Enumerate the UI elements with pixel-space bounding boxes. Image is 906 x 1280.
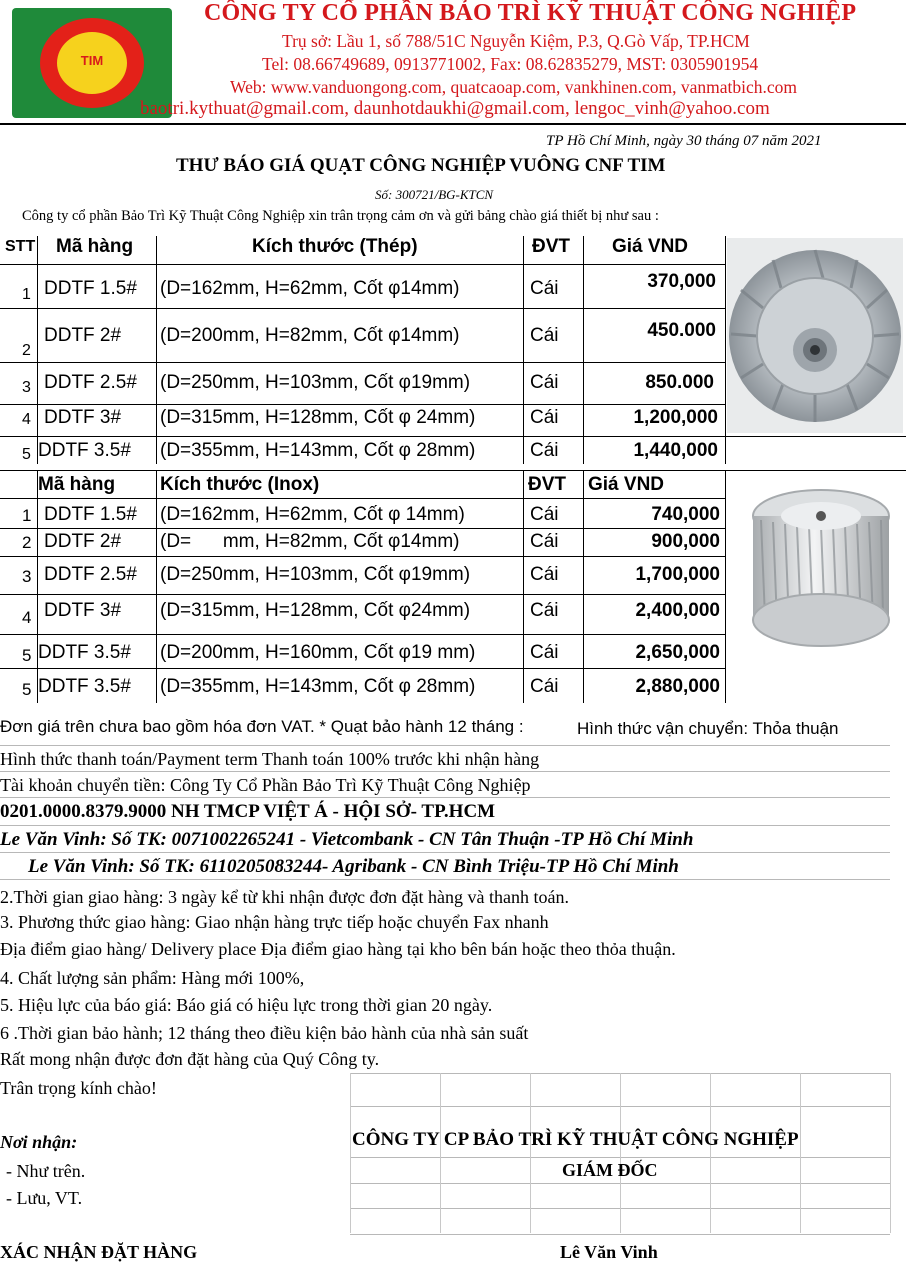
- steel-row-code: DDTF 3#: [44, 407, 122, 428]
- recipient-2: - Lưu, VT.: [6, 1188, 83, 1208]
- steel-row-size: (D=315mm, H=128mm, Cốt φ 24mm): [160, 407, 476, 428]
- inox-row-code: DDTF 3.5#: [38, 642, 131, 663]
- steel-row-size: (D=250mm, H=103mm, Cốt φ19mm): [160, 372, 471, 393]
- steel-header-unit: ĐVT: [532, 236, 570, 257]
- note-closing-1: Rất mong nhận được đơn đặt hàng của Quý Công ty.: [0, 1049, 380, 1069]
- doc-title: THƯ BÁO GIÁ QUẠT CÔNG NGHIỆP VUÔNG CNF TIM: [176, 155, 666, 176]
- inox-row-code: DDTF 2.5#: [44, 564, 137, 585]
- steel-row-unit: Cái: [530, 372, 559, 393]
- inox-row-unit: Cái: [530, 676, 559, 697]
- company-web: Web: www.vanduongong.com, quatcaoap.com, vankhinen.com, vanmatbich.com: [230, 77, 798, 97]
- inox-row-price: 740,000: [651, 504, 720, 525]
- signer-name: Lê Văn Vinh: [560, 1242, 658, 1262]
- inox-row-unit: Cái: [530, 564, 559, 585]
- inox-row-code: DDTF 3#: [44, 600, 122, 621]
- logo-text: TIM: [80, 53, 104, 68]
- note-payment: Hình thức thanh toán/Payment term Thanh toán 100% trước khi nhận hàng: [0, 749, 540, 769]
- signature-company: CÔNG TY CP BẢO TRÌ KỸ THUẬT CÔNG NGHIỆP: [352, 1129, 799, 1150]
- steel-row-size: (D=355mm, H=143mm, Cốt φ 28mm): [160, 440, 476, 461]
- note-bank-1: Le Văn Vinh: Số TK: 0071002265241 - Vietcombank - CN Tân Thuận -TP Hồ Chí Minh: [0, 829, 694, 850]
- inox-row-stt: 5: [22, 646, 32, 665]
- steel-row-price: 370,000: [647, 271, 716, 292]
- inox-row-unit: Cái: [530, 504, 559, 525]
- company-phone: Tel: 08.66749689, 0913771002, Fax: 08.62835279, MST: 0305901954: [262, 54, 759, 74]
- signature-role: GIÁM ĐỐC: [562, 1160, 658, 1180]
- steel-row-code: DDTF 3.5#: [38, 440, 131, 461]
- steel-row-unit: Cái: [530, 325, 559, 346]
- inox-row-code: DDTF 3.5#: [38, 676, 131, 697]
- company-email: baotri.kythuat@gmail.com, daunhotdaukhi@gmail.com, lengoc_vinh@yahoo.com: [140, 98, 770, 119]
- inox-row-size: (D=315mm, H=128mm, Cốt φ24mm): [160, 600, 471, 621]
- inox-header-unit: ĐVT: [528, 474, 566, 495]
- inox-row-code: DDTF 1.5#: [44, 504, 137, 525]
- steel-row-stt: 3: [22, 379, 31, 396]
- recipient-1: - Như trên.: [6, 1161, 86, 1181]
- note-account-name: Tài khoản chuyển tiền: Công Ty Cổ Phần Bảo Trì Kỹ Thuật Công Nghiệp: [0, 775, 531, 795]
- doc-number: Số: 300721/BG-KTCN: [375, 187, 494, 202]
- steel-row-code: DDTF 1.5#: [44, 278, 137, 299]
- steel-row-unit: Cái: [530, 440, 559, 461]
- note-closing-2: Trân trọng kính chào!: [0, 1078, 157, 1098]
- order-confirmation: XÁC NHẬN ĐẶT HÀNG: [0, 1242, 198, 1262]
- note-bank-2: Le Văn Vinh: Số TK: 6110205083244- Agribank - CN Bình Triệu-TP Hồ Chí Minh: [28, 856, 679, 877]
- steel-row-stt: 1: [22, 286, 31, 303]
- note-delivery-method: 3. Phương thức giao hàng: Giao nhận hàng trực tiếp hoặc chuyển Fax nhanh: [0, 912, 549, 932]
- header-divider: [0, 123, 906, 125]
- inox-row-stt: 1: [22, 506, 32, 525]
- inox-row-stt: 5: [22, 680, 32, 699]
- steel-row-unit: Cái: [530, 407, 559, 428]
- steel-header-code: Mã hàng: [56, 236, 134, 257]
- inox-row-size: (D=355mm, H=143mm, Cốt φ 28mm): [160, 676, 476, 697]
- inox-row-unit: Cái: [530, 642, 559, 663]
- note-delivery-time: 2.Thời gian giao hàng: 3 ngày kể từ khi nhận được đơn đặt hàng và thanh toán.: [0, 887, 569, 907]
- note-validity: 5. Hiệu lực của báo giá: Báo giá có hiệu lực trong thời gian 20 ngày.: [0, 995, 493, 1015]
- inox-row-stt: 2: [22, 533, 32, 552]
- note-account-no: 0201.0000.8379.9000 NH TMCP VIỆT Á - HỘI SỞ- TP.HCM: [0, 801, 496, 822]
- company-address: Trụ sở: Lầu 1, số 788/51C Nguyễn Kiệm, P.3, Q.Gò Vấp, TP.HCM: [282, 31, 750, 51]
- inox-row-price: 2,650,000: [635, 642, 720, 663]
- steel-row-price: 1,440,000: [633, 440, 718, 461]
- steel-row-price: 1,200,000: [633, 407, 718, 428]
- inox-row-size: (D=162mm, H=62mm, Cốt φ 14mm): [160, 504, 465, 525]
- steel-row-stt: 2: [22, 342, 31, 359]
- inox-header-price: Giá VND: [588, 474, 665, 495]
- steel-row-code: DDTF 2.5#: [44, 372, 137, 393]
- inox-row-price: 2,400,000: [635, 600, 720, 621]
- steel-row-unit: Cái: [530, 278, 559, 299]
- recipient-label: Nơi nhận:: [0, 1132, 78, 1152]
- inox-row-unit: Cái: [530, 531, 559, 552]
- inox-row-price: 2,880,000: [635, 676, 720, 697]
- inox-header-size: Kích thước (Inox): [160, 474, 320, 495]
- steel-row-stt: 5: [22, 446, 31, 463]
- inox-header-code: Mã hàng: [38, 474, 116, 495]
- doc-date: TP Hồ Chí Minh, ngày 30 tháng 07 năm 2021: [546, 133, 822, 149]
- note-quality: 4. Chất lượng sản phẩm: Hàng mới 100%,: [0, 968, 305, 988]
- inox-row-price: 900,000: [651, 531, 720, 552]
- inox-row-code: DDTF 2#: [44, 531, 122, 552]
- steel-row-price: 850.000: [645, 372, 714, 393]
- steel-row-code: DDTF 2#: [44, 325, 122, 346]
- steel-row-price: 450.000: [647, 320, 716, 341]
- note-delivery-place: Địa điểm giao hàng/ Delivery place Địa điểm giao hàng tại kho bên bán hoặc theo thỏa thuận.: [0, 939, 676, 959]
- inox-row-size: (D= mm, H=82mm, Cốt φ14mm): [160, 531, 460, 552]
- steel-header-size: Kích thước (Thép): [252, 236, 418, 257]
- inox-row-stt: 4: [22, 608, 32, 627]
- inox-row-size: (D=200mm, H=160mm, Cốt φ19 mm): [160, 642, 476, 663]
- steel-row-size: (D=162mm, H=62mm, Cốt φ14mm): [160, 278, 460, 299]
- inox-row-size: (D=250mm, H=103mm, Cốt φ19mm): [160, 564, 471, 585]
- note-warranty: 6 .Thời gian bảo hành; 12 tháng theo điều kiện bảo hành của nhà sản suất: [0, 1023, 529, 1043]
- note-transport: Hình thức vận chuyển: Thỏa thuận: [577, 719, 839, 738]
- steel-header-stt: STT: [5, 238, 36, 255]
- note-vat: Đơn giá trên chưa bao gồm hóa đơn VAT. * Quạt bảo hành 12 tháng :: [0, 717, 524, 736]
- inox-row-unit: Cái: [530, 600, 559, 621]
- inox-row-stt: 3: [22, 567, 32, 586]
- doc-intro: Công ty cổ phần Bảo Trì Kỹ Thuật Công Nghiệp xin trân trọng cảm ơn và gửi bảng chào giá thiết bị như sau :: [22, 208, 659, 224]
- steel-row-stt: 4: [22, 411, 31, 428]
- inox-impeller-image: [735, 476, 901, 668]
- company-name: CÔNG TY CỔ PHẦN BẢO TRÌ KỸ THUẬT CÔNG NGHIỆP: [204, 0, 857, 26]
- inox-row-price: 1,700,000: [635, 564, 720, 585]
- steel-impeller-image: [727, 238, 903, 433]
- steel-header-price: Giá VND: [612, 236, 689, 257]
- steel-row-size: (D=200mm, H=82mm, Cốt φ14mm): [160, 325, 460, 346]
